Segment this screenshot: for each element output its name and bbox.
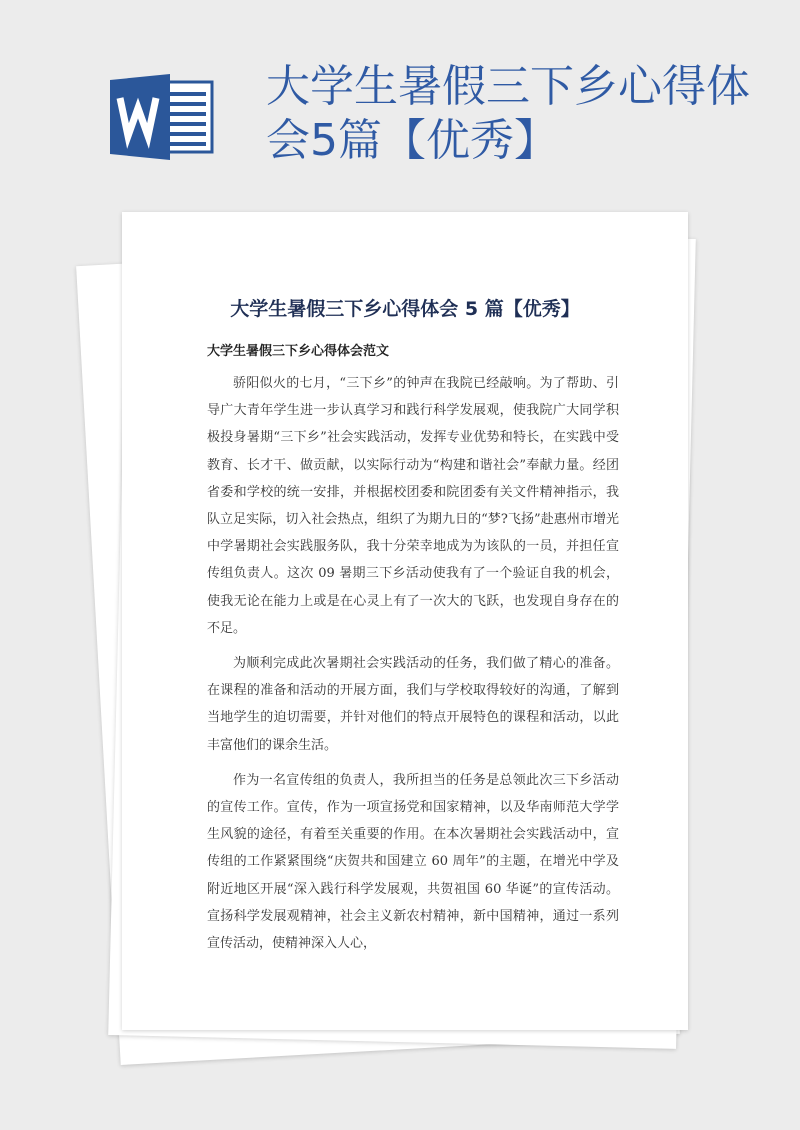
- paragraph: 为顺利完成此次暑期社会实践活动的任务，我们做了精心的准备。在课程的准备和活动的开展方面，我们与学校取得较好的沟通，了解到当地学生的迫切需要，并针对他们的特点开展特色的课程和活动，以此丰富他们的课余生活。: [207, 656, 619, 753]
- word-logo-icon: [110, 74, 214, 160]
- page-title: 大学生暑假三下乡心得体会5篇【优秀】: [266, 61, 750, 166]
- document-page: [122, 212, 688, 1030]
- section-heading: 大学生暑假三下乡心得体会范文: [207, 344, 390, 359]
- document-body: [207, 370, 619, 965]
- paragraph: 骄阳似火的七月，“三下乡”的钟声在我院已经敲响。为了帮助、引导广大青年学生进一步认真学习和践行科学发展观，使我院广大同学积极投身暑期“三下乡”社会实践活动，发挥专业优势和特长，在实践中受教育、长才干、做贡献，以实际行动为“构建和谐社会”奉献力量。经团省委和学校的统一安排，并根据校团委和院团委有关文件精神指示，我队立足实际，切入社会热点，组织了为期九日的“梦?飞扬”赴惠州市增光中学暑期社会实践服务队，我十分荣幸地成为为该队的一员，并担任宣传组负责人。这次 09 暑期三下乡活动使我有了一个验证自我的机会，使我无论在能力上或是在心灵上有了一次大的飞跃，也发现自身存在的不足。: [207, 376, 619, 636]
- paragraph: 作为一名宣传组的负责人，我所担当的任务是总领此次三下乡活动的宣传工作。宣传，作为一项宣扬党和国家精神，以及华南师范大学学生风貌的途径，有着至关重要的作用。在本次暑期社会实践活动中，宣传组的工作紧紧围绕“庆贺共和国建立 60 周年”的主题，在增光中学及附近地区开展“深入践行科学发展观，共贺祖国 60 华诞”的宣传活动。宣扬科学发展观精神，社会主义新农村精神，新中国精神，通过一系列宣传活动，使精神深入人心，: [207, 772, 619, 952]
- document-title: 大学生暑假三下乡心得体会 5 篇【优秀】: [230, 298, 580, 320]
